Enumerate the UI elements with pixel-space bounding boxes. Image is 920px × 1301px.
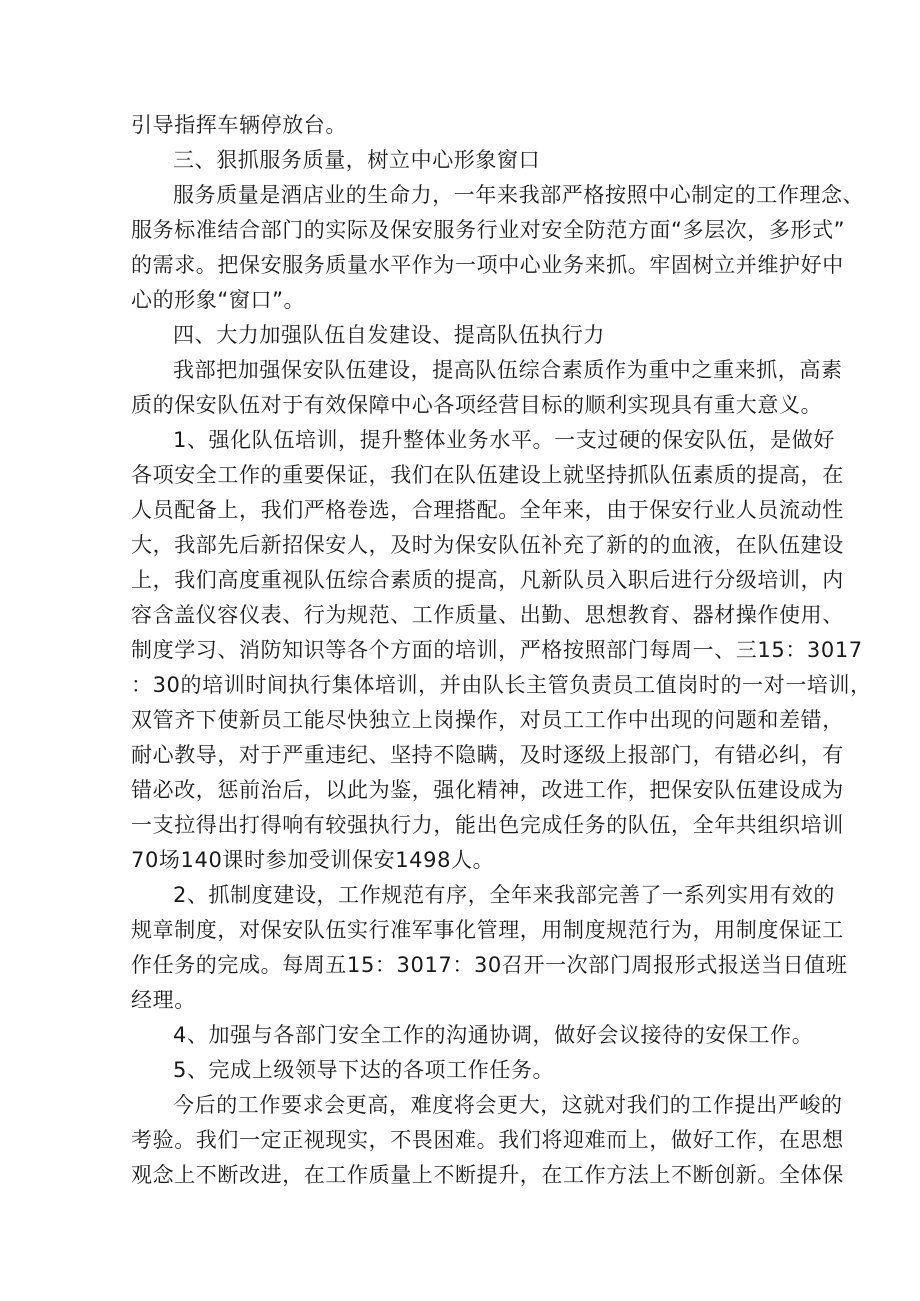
paragraph-line: 4、加强与各部门安全工作的沟通协调，做好会议接待的安保工作。 xyxy=(173,1023,814,1047)
paragraph-line: 质的保安队伍对于有效保障中心各项经营目标的顺利实现具有重大意义。 xyxy=(131,393,823,417)
section-heading: 四、大力加强队伍自发建设、提高队伍执行力 xyxy=(173,323,605,347)
section-heading: 三、狠抓服务质量，树立中心形象窗口 xyxy=(173,148,541,172)
paragraph-line: 服务标准结合部门的实际及保安服务行业对安全防范方面“多层次，多形式” xyxy=(131,218,846,242)
paragraph-line: 5、完成上级领导下达的各项工作任务。 xyxy=(173,1058,555,1082)
paragraph-line: 我部把加强保安队伍建设，提高队伍综合素质作为重中之重来抓，高素 xyxy=(173,358,843,382)
paragraph-line: 容含盖仪容仪表、行为规范、工作质量、出勤、思想教育、器材操作使用、 xyxy=(131,603,844,627)
paragraph-line: 经理。 xyxy=(131,988,196,1012)
document-body xyxy=(131,108,872,1193)
paragraph-line: 规章制度，对保安队伍实行准军事化管理，用制度规范行为，用制度保证工 xyxy=(131,918,844,942)
paragraph-line: 制度学习、消防知识等各个方面的培训，严格按照部门每周一、三15：3017 xyxy=(131,638,863,662)
paragraph-line: 双管齐下使新员工能尽快独立上岗操作，对员工工作中出现的问题和差错， xyxy=(131,708,844,732)
paragraph-line: 2、抓制度建设，工作规范有序，全年来我部完善了一系列实用有效的 xyxy=(173,883,835,907)
paragraph-line: 作任务的完成。每周五15：3017：30召开一次部门周报形式报送当日值班 xyxy=(131,953,848,977)
paragraph-line: 耐心教导，对于严重违纪、坚持不隐瞒，及时逐级上报部门，有错必纠，有 xyxy=(131,743,844,767)
paragraph-line: 心的形象“窗口”。 xyxy=(131,288,306,312)
paragraph-line: 大，我部先后新招保安人，及时为保安队伍补充了新的的血液，在队伍建设 xyxy=(131,533,844,557)
paragraph-line: 70场140课时参加受训保安1498人。 xyxy=(131,848,495,872)
paragraph-line: 考验。我们一定正视现实，不畏困难。我们将迎难而上，做好工作，在思想 xyxy=(131,1128,844,1152)
paragraph-line: 观念上不断改进，在工作质量上不断提升，在工作方法上不断创新。全体保 xyxy=(131,1163,844,1187)
paragraph-line: 服务质量是酒店业的生命力，一年来我部严格按照中心制定的工作理念、 xyxy=(173,183,865,207)
paragraph-line: 今后的工作要求会更高，难度将会更大，这就对我们的工作提出严峻的 xyxy=(173,1093,843,1117)
paragraph-line: ：30的培训时间执行集体培训，并由队长主管负责员工值岗时的一对一培训， xyxy=(131,673,872,697)
paragraph-line: 引导指挥车辆停放台。 xyxy=(131,113,347,137)
paragraph-line: 1、强化队伍培训，提升整体业务水平。一支过硬的保安队伍，是做好 xyxy=(173,428,835,452)
paragraph-line: 的需求。把保安服务质量水平作为一项中心业务来抓。牢固树立并维护好中 xyxy=(131,253,844,277)
paragraph-line: 一支拉得出打得响有较强执行力，能出色完成任务的队伍，全年共组织培训 xyxy=(131,813,844,837)
paragraph-line: 人员配备上，我们严格卷选，合理搭配。全年来，由于保安行业人员流动性 xyxy=(131,498,844,522)
paragraph-line: 错必改，惩前治后，以此为鉴，强化精神，改进工作，把保安队伍建设成为 xyxy=(131,778,844,802)
paragraph-line: 上，我们高度重视队伍综合素质的提高，凡新队员入职后进行分级培训，内 xyxy=(131,568,844,592)
paragraph-line: 各项安全工作的重要保证，我们在队伍建设上就坚持抓队伍素质的提高，在 xyxy=(131,463,844,487)
